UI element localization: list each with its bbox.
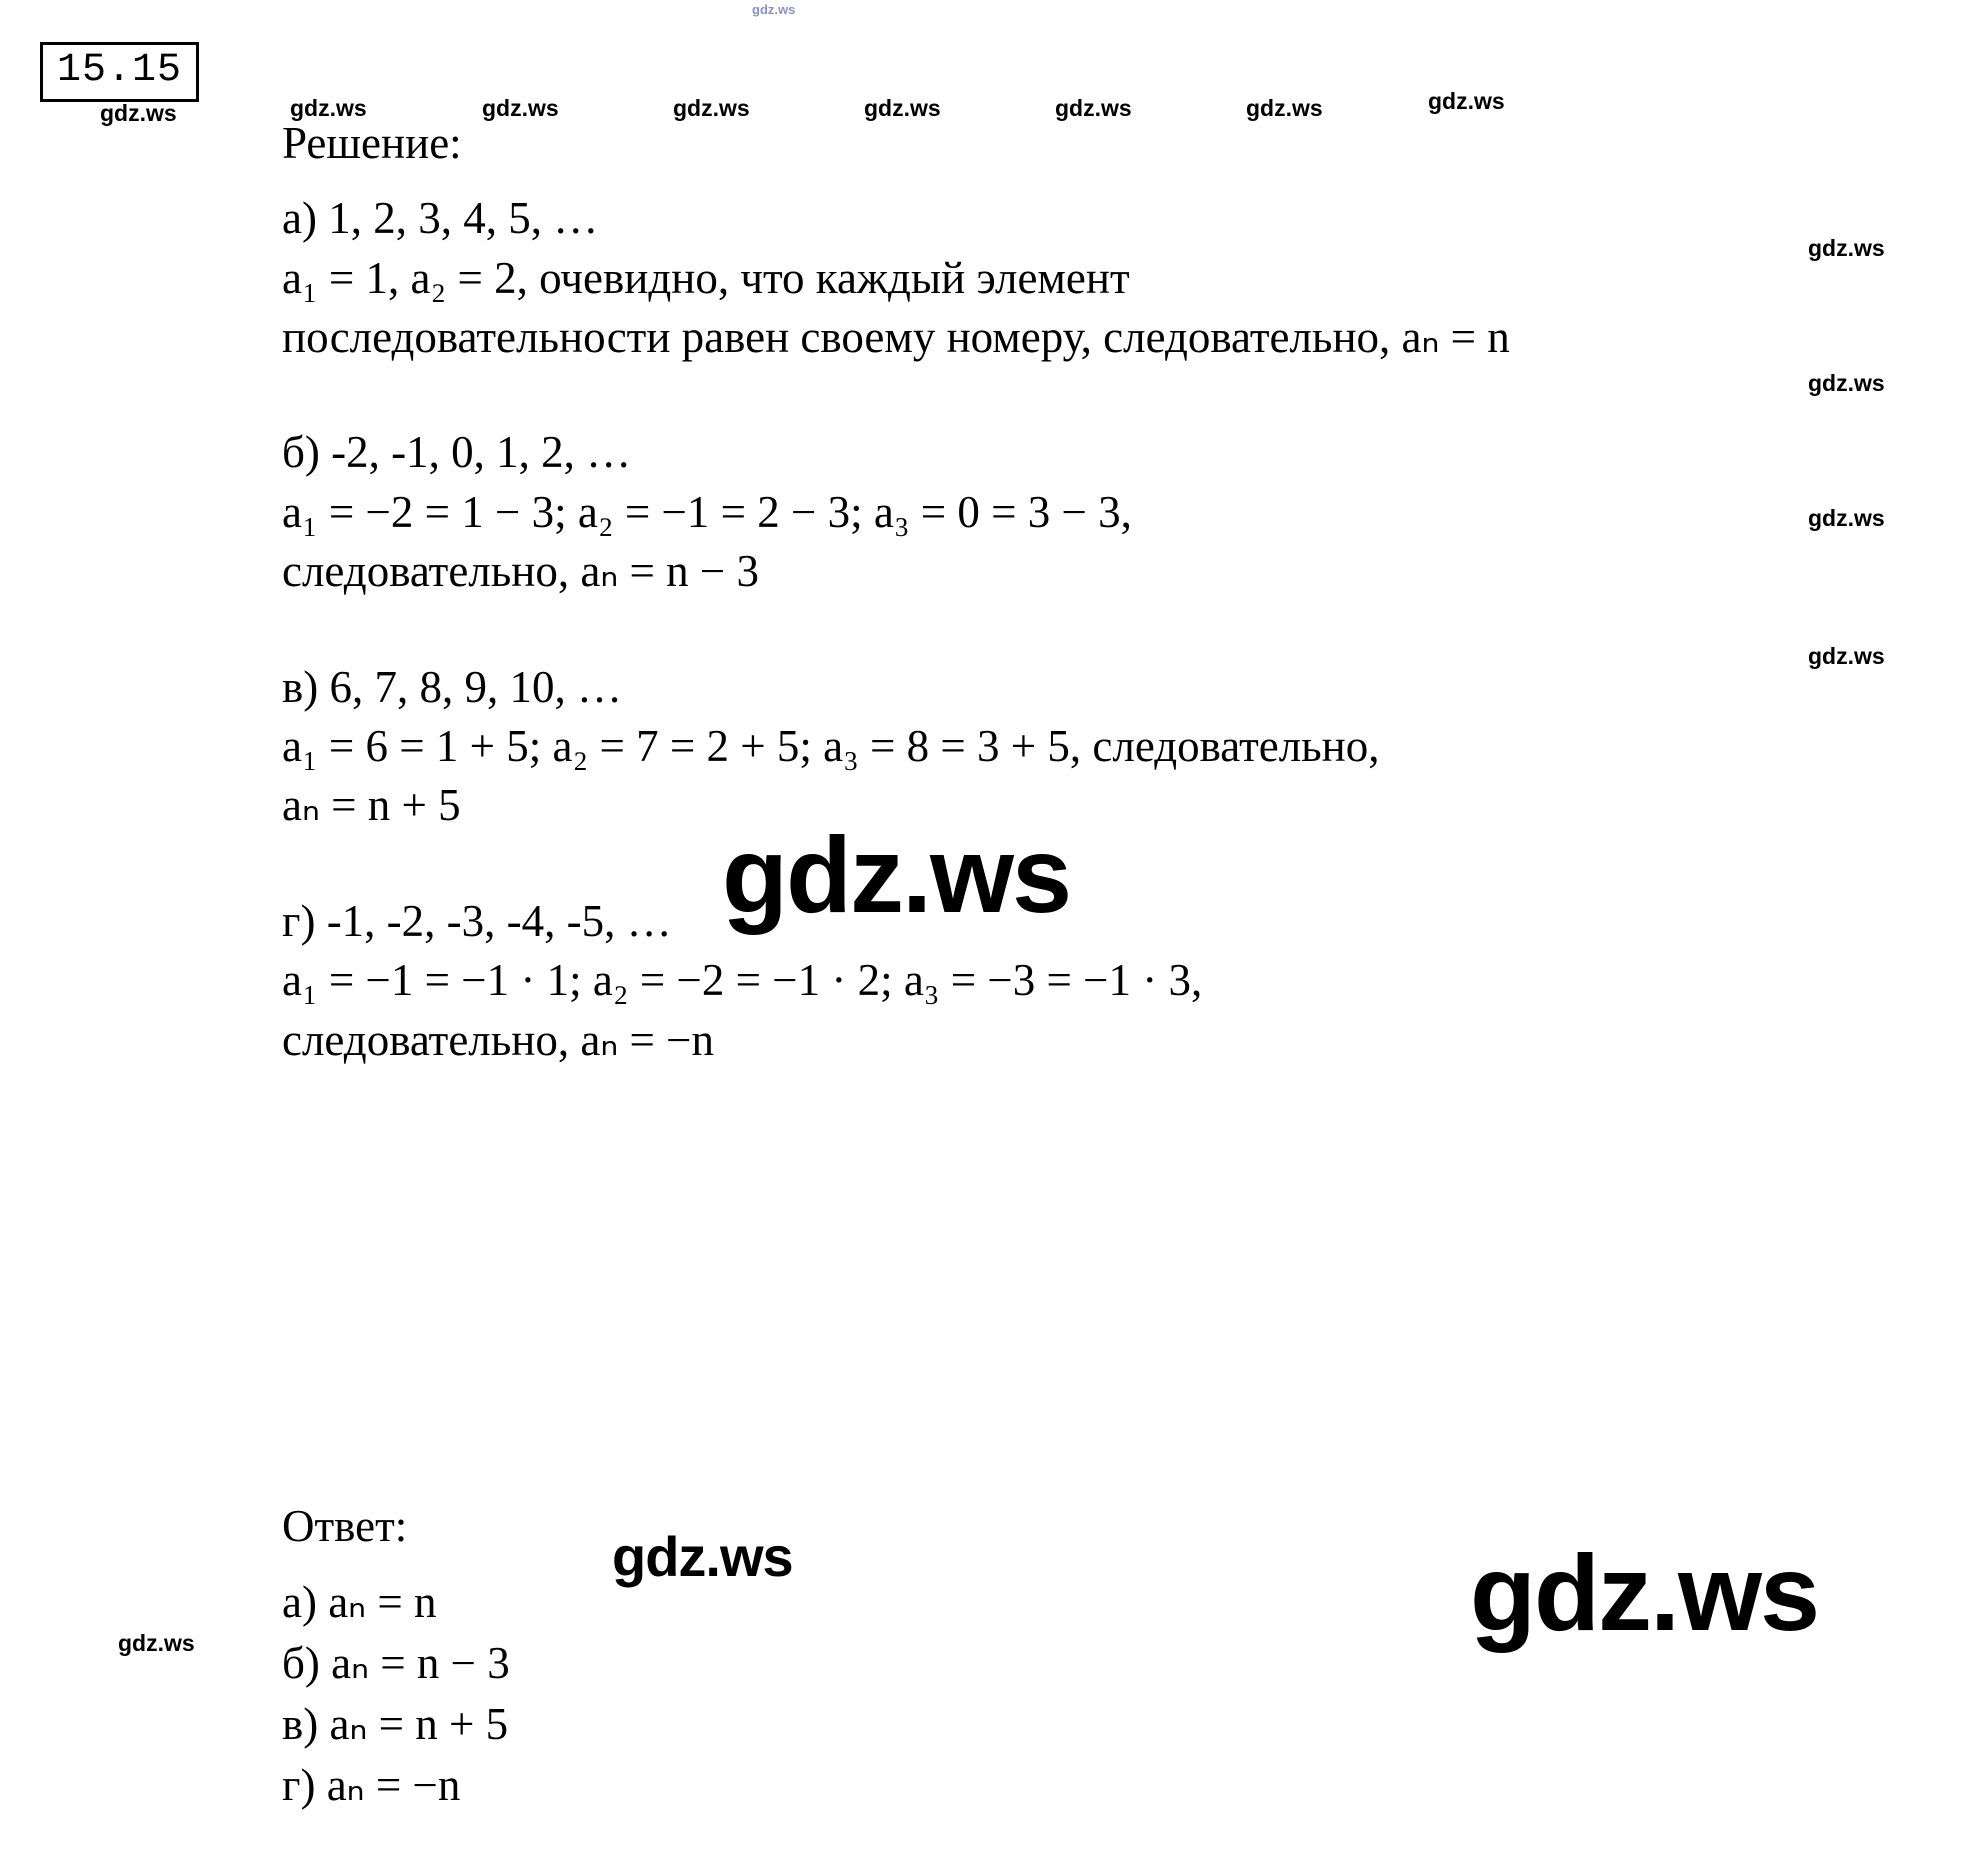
watermark: gdz.ws: [1470, 1532, 1819, 1653]
watermark: gdz.ws: [722, 814, 1071, 935]
watermark: gdz.ws: [864, 95, 941, 121]
part-a-line-1: a₁ = 1, a₂ = 2, очевидно, что каждый элемент: [282, 252, 1130, 303]
answer-item-v: в) aₙ = n + 5: [282, 1698, 509, 1749]
part-g-label: г) -1, -2, -3, -4, -5, …: [282, 895, 672, 946]
watermark: gdz.ws: [673, 95, 750, 121]
solution-part-v: [282, 658, 1842, 836]
exercise-number: 15.15: [57, 48, 183, 93]
part-a-label: а) 1, 2, 3, 4, 5, …: [282, 193, 599, 244]
watermark: gdz.ws: [482, 95, 559, 121]
part-g-line-2: следовательно, aₙ = −n: [282, 1014, 715, 1065]
watermark: gdz.ws: [612, 1525, 793, 1588]
spacer: [282, 602, 1842, 658]
part-b-line-1: a₁ = −2 = 1 − 3; a₂ = −1 = 2 − 3; a₃ = 0 = 3 − 3,: [282, 486, 1132, 537]
answer-item-b: б) aₙ = n − 3: [282, 1638, 510, 1688]
watermark: gdz.ws: [100, 100, 177, 126]
solution-heading: Решение:: [282, 118, 462, 168]
watermark: gdz.ws: [752, 2, 796, 17]
watermark: gdz.ws: [1808, 505, 1885, 531]
watermark: gdz.ws: [1428, 88, 1505, 114]
exercise-number-badge: [40, 42, 199, 102]
part-a-line-2: последовательности равен своему номеру, следовательно, aₙ = n: [282, 312, 1510, 363]
part-v-line-1: a₁ = 6 = 1 + 5; a₂ = 7 = 2 + 5; a₃ = 8 = 3 + 5, следовательно,: [282, 720, 1380, 771]
answer-item-g: г) aₙ = −n: [282, 1759, 461, 1810]
answer-item-a: а) aₙ = n: [282, 1577, 437, 1628]
watermark: gdz.ws: [290, 95, 367, 121]
watermark: gdz.ws: [1055, 95, 1132, 121]
part-v-label: в) 6, 7, 8, 9, 10, …: [282, 661, 622, 712]
part-b-label: б) -2, -1, 0, 1, 2, …: [282, 427, 632, 478]
watermark: gdz.ws: [1808, 370, 1885, 396]
spacer: [282, 367, 1842, 423]
answer-heading: Ответ:: [282, 1501, 408, 1551]
watermark: gdz.ws: [118, 1630, 195, 1656]
watermark: gdz.ws: [1808, 235, 1885, 261]
part-b-line-2: следовательно, aₙ = n − 3: [282, 546, 760, 597]
solution-part-a: [282, 189, 1842, 367]
part-g-line-1: a₁ = −1 = −1 · 1; a₂ = −2 = −1 · 2; a₃ = −3 = −1 · 3,: [282, 955, 1203, 1006]
watermark: gdz.ws: [1808, 643, 1885, 669]
watermark: gdz.ws: [1246, 95, 1323, 121]
part-v-line-2: aₙ = n + 5: [282, 780, 461, 831]
solution-part-b: [282, 423, 1842, 601]
